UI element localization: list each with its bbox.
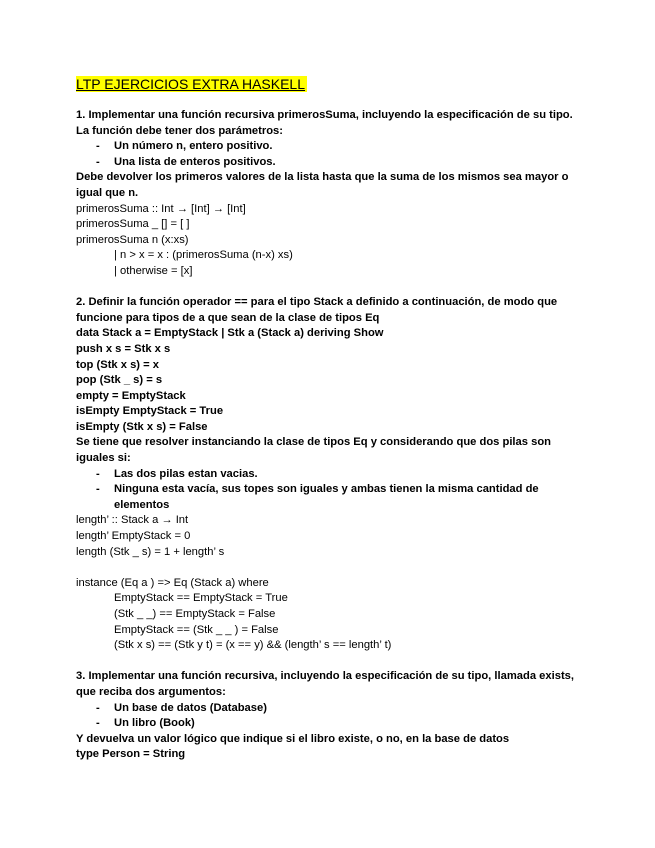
exercise-3 bbox=[76, 669, 586, 763]
spacer bbox=[76, 560, 586, 576]
code-line: pop (Stk _ s) = s bbox=[76, 374, 163, 387]
exercise-1 bbox=[76, 108, 586, 280]
list-item: - Una lista de enteros positivos. bbox=[76, 155, 586, 171]
code-line: EmptyStack == (Stk _ _ ) = False bbox=[114, 623, 279, 636]
list-item: - Ninguna esta vacía, sus topes son iguales y ambas tienen la misma cantidad de elementos bbox=[96, 483, 539, 511]
code-line: type Person = String bbox=[76, 748, 186, 761]
code-line: (Stk x s) == (Stk y t) = (x == y) && (length’ s == length’ t) bbox=[114, 639, 392, 652]
code-line: length’ EmptyStack = 0 bbox=[76, 530, 191, 543]
code-line: EmptyStack == EmptyStack = True bbox=[114, 592, 288, 605]
code-line: top (Stk x s) = x bbox=[76, 358, 159, 371]
list-item: - Un libro (Book) bbox=[76, 716, 586, 732]
code-line: isEmpty (Stk x s) = False bbox=[76, 420, 208, 433]
code-line: instance (Eq a ) => Eq (Stack a) where bbox=[76, 576, 269, 589]
list-item: - Un número n, entero positivo. bbox=[76, 139, 586, 155]
code-line: primerosSuma n (x:xs) bbox=[76, 233, 189, 246]
code-line: | otherwise = [x] bbox=[114, 264, 193, 277]
code-line: empty = EmptyStack bbox=[76, 389, 186, 402]
bullet-dash: - bbox=[96, 467, 100, 480]
document-title: LTP EJERCICIOS EXTRA HASKELL bbox=[76, 76, 306, 92]
code-line: length (Stk _ s) = 1 + length’ s bbox=[76, 545, 225, 558]
exercise-3-description: Y devuelva un valor lógico que indique si el libro existe, o no, en la base de datos bbox=[76, 732, 510, 745]
bullet-dash: - bbox=[96, 701, 100, 714]
spacer bbox=[76, 280, 586, 296]
exercise-3-heading: 3. Implementar una función recursiva, incluyendo la especificación de su tipo, llamada exists, que reciba dos argumentos: bbox=[76, 670, 575, 698]
exercise-2 bbox=[76, 295, 586, 654]
code-line: (Stk _ _) == EmptyStack = False bbox=[114, 608, 276, 620]
exercise-1-heading: 1. Implementar una función recursiva primerosSuma, incluyendo la especificación de su tipo. La función debe tener dos parámetros: bbox=[76, 109, 573, 137]
bullet-dash: - bbox=[96, 155, 100, 168]
code-line: isEmpty EmptyStack = True bbox=[76, 405, 224, 418]
bullet-dash: - bbox=[96, 483, 100, 496]
list-item: - Un base de datos (Database) bbox=[76, 701, 586, 717]
exercise-2-heading: 2. Definir la función operador == para el tipo Stack a definido a continuación, de modo que funcione para tipos de a que sean de la clase de tipos Eq bbox=[76, 296, 558, 324]
bullet-dash: - bbox=[96, 717, 100, 730]
code-line: primerosSuma _ [] = [ ] bbox=[76, 218, 190, 231]
spacer bbox=[76, 654, 586, 670]
code-line: | n > x = x : (primerosSuma (n-x) xs) bbox=[114, 249, 293, 262]
bullet-dash: - bbox=[96, 140, 100, 153]
exercise-2-description: Se tiene que resolver instanciando la clase de tipos Eq y considerando que dos pilas son iguales si: bbox=[76, 436, 551, 465]
code-line: length’ :: Stack a → Int bbox=[76, 514, 189, 527]
document-page bbox=[76, 76, 586, 763]
list-item: - Las dos pilas estan vacias. bbox=[76, 467, 586, 483]
exercise-1-description: Debe devolver los primeros valores de la lista hasta que la suma de los mismos sea mayor o igual que n. bbox=[76, 171, 569, 199]
code-line: data Stack a = EmptyStack | Stk a (Stack a) deriving Show bbox=[76, 327, 384, 340]
code-line: primerosSuma :: Int → [Int] → [Int] bbox=[76, 202, 246, 215]
code-line: push x s = Stk x s bbox=[76, 342, 171, 355]
